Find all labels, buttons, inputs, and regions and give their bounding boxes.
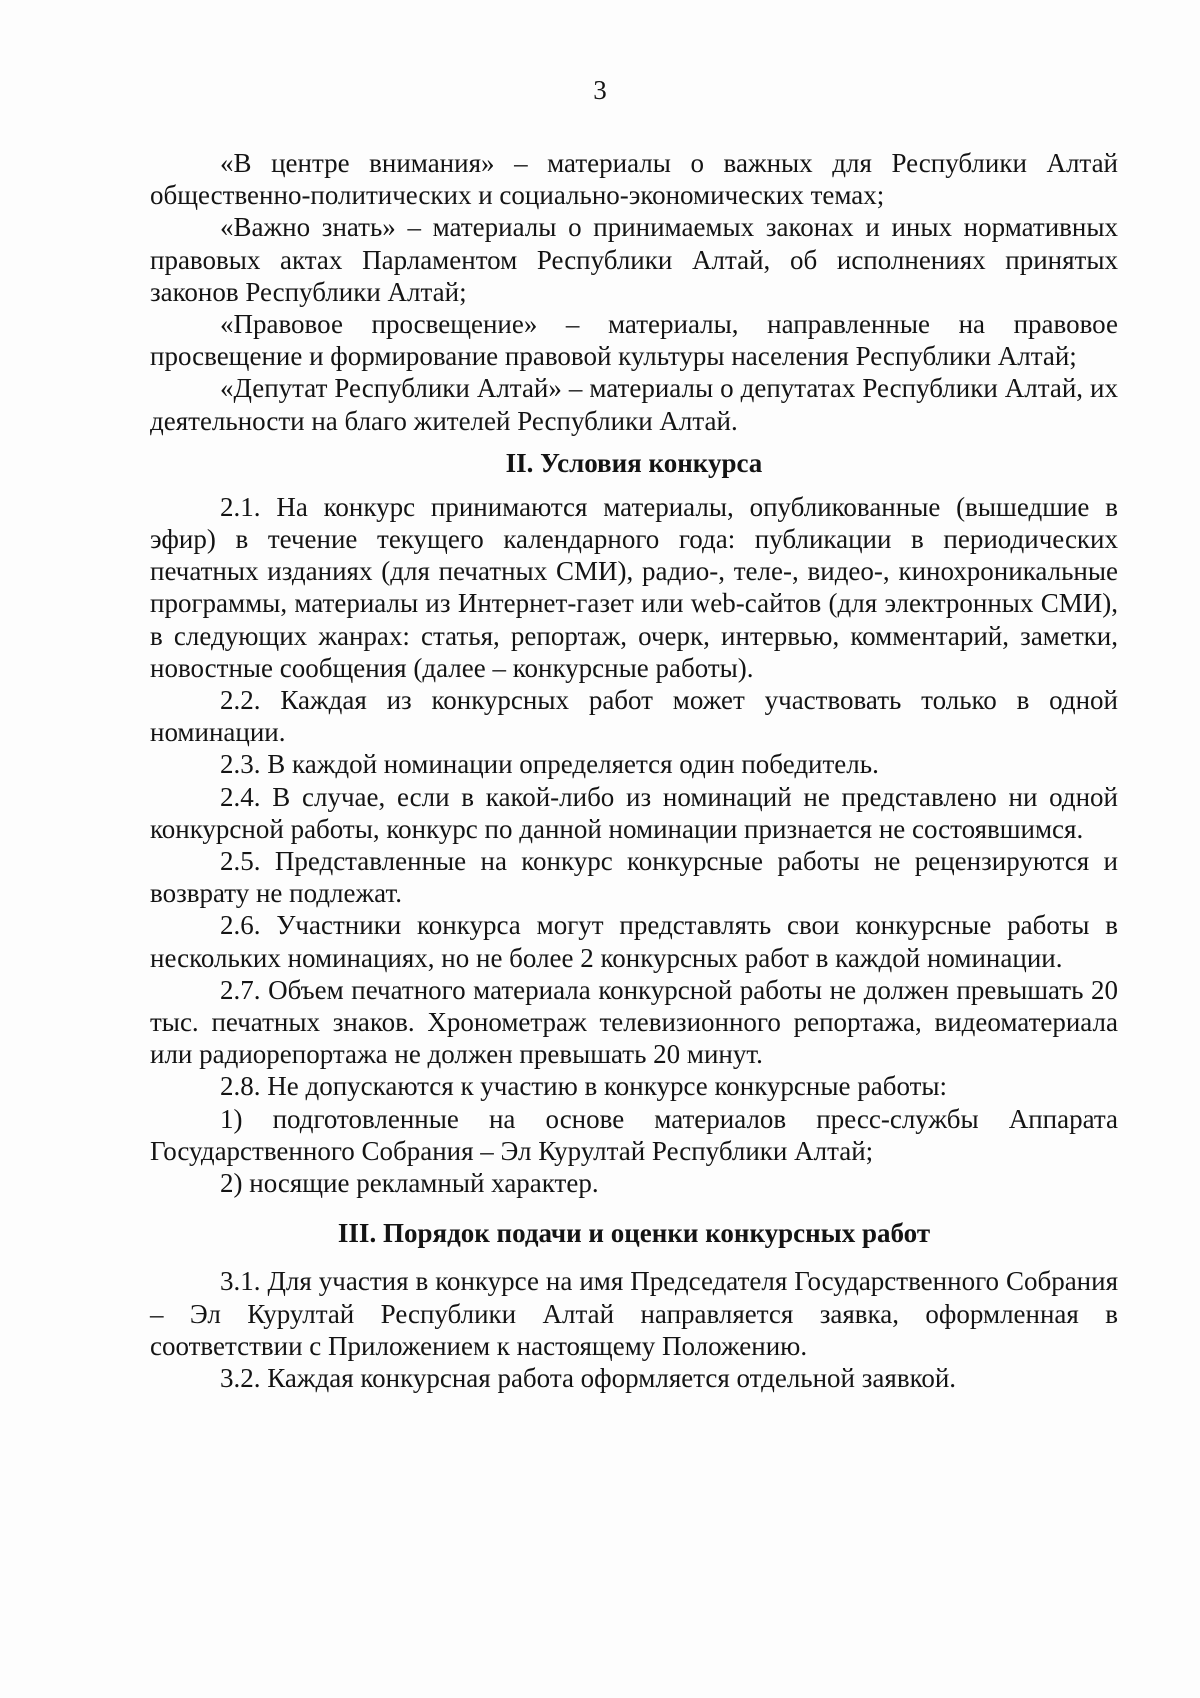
clause-list-item: 2) носящие рекламный характер. (220, 1168, 599, 1199)
nomination-paragraph: «Депутат Республики Алтай» – материалы о депутатах Республики Алтай, их деятельности на благо жителей Республики Алтай. (150, 373, 1118, 436)
clause-paragraph: 2.8. Не допускаются к участию в конкурсе конкурсные работы: (220, 1071, 948, 1102)
clause-list-item: 1) подготовленные на основе материалов пресс-службы Аппарата Государственного Собрания – Эл Курултай Республики Алтай; (150, 1103, 1118, 1166)
clause-paragraph: 2.2. Каждая из конкурсных работ может участвовать только в одной номинации. (150, 685, 1118, 748)
nomination-paragraph: «В центре внимания» – материалы о важных для Республики Алтай общественно-политических и социально-экономических темах; (150, 148, 1118, 211)
section-heading-submission: III. Порядок подачи и оценки конкурсных работ (337, 1218, 931, 1249)
nomination-paragraph: «Правовое просвещение» – материалы, направленные на правовое просвещение и формирование правовой культуры населения Республики Алтай; (150, 309, 1118, 372)
clause-paragraph: 3.2. Каждая конкурсная работа оформляется отдельной заявкой. (220, 1362, 957, 1393)
clause-paragraph: 2.1. На конкурс принимаются материалы, опубликованные (вышедшие в эфир) в течение текущего календарного года: публикации в периодических печатных изданиях (для печатных СМИ), радио-, теле-, видео-, кинохроникальные программы, материалы из Интернет-газет или web-сайтов (для электронных СМИ), в следующих жанрах: статья, репортаж, очерк, интервью, комментарий, заметки, новостные сообщения (далее – конкурсные работы). (150, 491, 1118, 683)
clause-paragraph: 2.4. В случае, если в какой-либо из номинаций не представлено ни одной конкурсной работы, конкурс по данной номинации признается не состоявшимся. (150, 781, 1118, 844)
clause-paragraph: 3.1. Для участия в конкурсе на имя Председателя Государственного Собрания – Эл Курултай Республики Алтай направляется заявка, оформленная в соответствии с Приложением к настоящему Положению. (150, 1266, 1118, 1361)
nomination-paragraph: «Важно знать» – материалы о принимаемых законах и иных нормативных правовых актах Парламентом Республики Алтай, об исполнениях принятых законов Республики Алтай; (150, 212, 1118, 307)
clause-paragraph: 2.5. Представленные на конкурс конкурсные работы не рецензируются и возврату не подлежат. (150, 846, 1118, 909)
page-number: 3 (593, 75, 607, 105)
document-body (150, 147, 1118, 1394)
section-heading-conditions: II. Условия конкурса (505, 447, 763, 478)
clause-paragraph: 2.7. Объем печатного материала конкурсной работы не должен превышать 20 тыс. печатных знаков. Хронометраж телевизионного репортажа, видеоматериала или радиорепортажа не должен превышать 20 минут. (150, 974, 1118, 1070)
clause-paragraph: 2.3. В каждой номинации определяется один победитель. (220, 749, 879, 780)
clause-paragraph: 2.6. Участники конкурса могут представлять свои конкурсные работы в нескольких номинациях, но не более 2 конкурсных работ в каждой номинации. (150, 910, 1118, 973)
